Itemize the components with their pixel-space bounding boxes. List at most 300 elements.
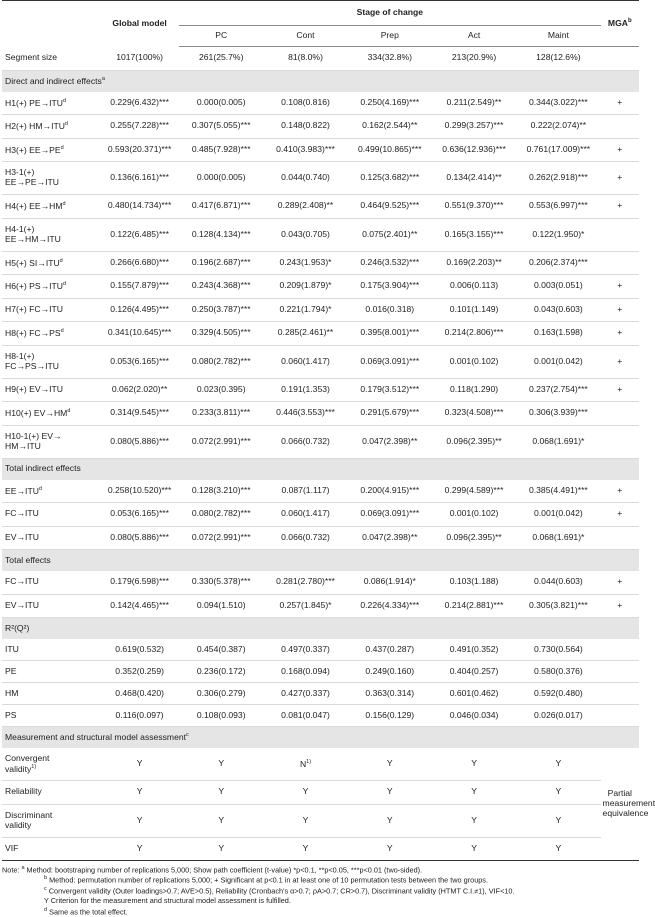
cell-value: Y xyxy=(302,814,309,825)
cell-value: 0.499(10.865)*** xyxy=(358,143,422,154)
table-cell xyxy=(432,571,516,594)
cell-value: Y xyxy=(386,758,393,769)
table-cell xyxy=(348,837,432,861)
cell-value: 0.080(5.886)*** xyxy=(110,435,169,446)
cell-value: 0.214(2.806)*** xyxy=(444,327,504,338)
mga-cell: + xyxy=(601,571,639,594)
cell-value: 0.200(4.915)*** xyxy=(360,484,420,495)
table-cell xyxy=(516,345,600,378)
cell-value: 0.730(0.564) xyxy=(534,643,583,654)
cell-value: 0.122(6.485)*** xyxy=(110,228,169,239)
table-cell xyxy=(179,195,263,219)
row-label-sup: d xyxy=(60,144,64,151)
row-label-text: H3-1(+) EE→PE→ITU xyxy=(5,167,59,187)
table-cell xyxy=(348,345,432,378)
row-label xyxy=(2,138,100,162)
table-cell xyxy=(432,804,516,837)
table-cell xyxy=(263,480,347,503)
table-cell: 81(8.0%) xyxy=(263,47,347,71)
table-cell xyxy=(179,322,263,346)
table-row xyxy=(2,402,639,426)
table-cell xyxy=(263,322,347,346)
cell-value: 0.016(0.318) xyxy=(365,303,415,314)
cell-value: 0.305(3.821)*** xyxy=(528,599,588,610)
cell-value: 0.619(0.532) xyxy=(115,643,164,654)
row-label xyxy=(2,480,100,503)
note-line-b: $^b$ Method: permutation number of replications 5,000; + Significant at p<0.1 in at least one of 10 permutation tests between the two groups. xyxy=(44,875,488,885)
cell-value: 0.175(3.904)*** xyxy=(360,280,420,291)
table-cell xyxy=(516,748,600,781)
section-header xyxy=(2,727,639,749)
table-row xyxy=(2,781,639,805)
table-row xyxy=(2,837,639,861)
row-label-sup: d xyxy=(63,281,67,287)
cell-value: Y xyxy=(555,786,562,797)
table-cell xyxy=(179,251,263,275)
table-cell xyxy=(516,781,600,805)
table-cell xyxy=(348,195,432,219)
table-cell xyxy=(263,218,347,251)
table-cell xyxy=(432,683,516,705)
cell-value: 0.214(2.881)*** xyxy=(444,599,504,610)
cell-value: 0.000(0.005) xyxy=(196,96,246,107)
cell-value: Y xyxy=(386,786,393,797)
mga-cell xyxy=(601,115,639,139)
cell-value: 0.080(2.782)*** xyxy=(191,508,251,519)
mga-cell xyxy=(601,661,639,683)
cell-value: 0.023(0.395) xyxy=(196,383,246,394)
row-label xyxy=(2,322,100,346)
cell-value: Y xyxy=(471,842,477,853)
table-cell xyxy=(516,705,600,727)
cell-value: 0.096(2.395)** xyxy=(446,531,502,542)
cell-value: 0.243(4.368)*** xyxy=(191,280,251,291)
table-cell xyxy=(432,705,516,727)
cell-value: 0.087(1.117) xyxy=(281,484,330,495)
mga-cell xyxy=(601,402,639,426)
table-cell xyxy=(516,162,600,195)
table-cell xyxy=(179,138,263,162)
cell-value: 0.211(2.549)** xyxy=(446,96,502,107)
row-label-text: EE→ITU xyxy=(5,485,39,496)
cell-value: 0.108(0.816) xyxy=(281,96,330,107)
table-cell xyxy=(516,480,600,503)
cell-value: 0.285(2.461)** xyxy=(277,327,334,338)
row-label-text: FC→ITU xyxy=(5,508,39,519)
cell-value: 0.257(1.845)* xyxy=(279,599,332,610)
cell-value: 0.255(7.228)*** xyxy=(110,120,169,131)
mga-cell xyxy=(601,639,639,661)
cell-value: 0.266(6.680)*** xyxy=(110,256,169,267)
table-cell xyxy=(100,275,179,299)
cell-value: Y xyxy=(218,814,225,825)
table-cell xyxy=(100,322,179,346)
table-cell xyxy=(516,218,600,251)
table-cell xyxy=(348,661,432,683)
cell-value: 0.330(5.378)*** xyxy=(191,576,251,587)
table-cell xyxy=(348,571,432,594)
mga-cell xyxy=(601,47,639,71)
cell-value: Y xyxy=(218,786,225,797)
cell-value: Y xyxy=(471,758,477,769)
cell-value: 0.118(1.290) xyxy=(450,383,499,394)
table-row xyxy=(2,251,639,275)
table-row xyxy=(2,378,639,402)
cell-value: Y xyxy=(386,814,393,825)
row-label xyxy=(2,47,100,71)
header-stage-2: Prep xyxy=(348,26,432,47)
table-row xyxy=(2,138,639,162)
table-cell xyxy=(516,138,600,162)
cell-value: 0.053(6.165)*** xyxy=(110,508,169,519)
cell-value: 0.480(14.734)*** xyxy=(107,200,172,211)
cell-value: 0.468(0.420) xyxy=(115,687,164,698)
section-header xyxy=(2,550,639,572)
table-row xyxy=(2,639,639,661)
table-cell xyxy=(179,683,263,705)
table-cell xyxy=(432,195,516,219)
cell-value: 0.068(1.691)* xyxy=(532,435,585,446)
table-row xyxy=(2,480,639,503)
table-cell xyxy=(432,402,516,426)
table-cell xyxy=(100,195,179,219)
row-label xyxy=(2,378,100,402)
row-label-sup: d xyxy=(62,201,66,207)
mga-cell xyxy=(601,526,639,550)
cell-value: 0.404(0.257) xyxy=(449,665,499,676)
row-label-sup: d xyxy=(60,328,64,334)
cell-value: Y xyxy=(386,842,393,853)
table-cell xyxy=(100,345,179,378)
table-cell xyxy=(516,298,600,322)
table-row xyxy=(2,683,639,705)
cell-value: 0.580(0.376) xyxy=(534,665,583,676)
section-title xyxy=(2,618,639,640)
table-cell: 128(12.6%) xyxy=(516,47,600,71)
mga-cell: + xyxy=(601,378,639,402)
table-cell xyxy=(263,402,347,426)
table-cell xyxy=(263,345,347,378)
cell-value: 0.094(1.510) xyxy=(196,599,246,610)
table-cell xyxy=(432,639,516,661)
row-label xyxy=(2,639,100,661)
row-label-text: H6(+) PS→ITU xyxy=(5,280,64,291)
row-label xyxy=(2,781,100,805)
cell-value: 0.086(1.914)* xyxy=(363,576,416,587)
row-label-text: FC→ITU xyxy=(5,576,39,587)
table-cell xyxy=(100,781,179,805)
cell-value: 0.001(0.042) xyxy=(534,355,583,366)
table-cell xyxy=(179,162,263,195)
row-label-text: H3(+) EE→PE xyxy=(5,144,61,155)
table-cell: 334(32.8%) xyxy=(348,47,432,71)
row-label xyxy=(2,571,100,594)
row-label xyxy=(2,115,100,139)
table-cell xyxy=(100,683,179,705)
table-cell xyxy=(263,298,347,322)
cell-value: 0.291(5.679)*** xyxy=(360,407,420,418)
section-title xyxy=(2,727,639,749)
cell-value: 0.101(1.149) xyxy=(449,303,499,314)
section-title-sup: c xyxy=(186,732,189,739)
table-body xyxy=(2,47,655,861)
table-cell xyxy=(348,480,432,503)
table-cell xyxy=(263,661,347,683)
mga-cell: + xyxy=(601,298,639,322)
table-cell xyxy=(100,138,179,162)
row-label xyxy=(2,345,100,378)
cell-value: 0.066(0.732) xyxy=(281,435,330,446)
table-cell xyxy=(263,526,347,550)
cell-value: 0.233(3.811)*** xyxy=(192,407,251,418)
row-label-sup: d xyxy=(64,121,68,127)
cell-value: 0.314(9.545)*** xyxy=(110,407,169,418)
cell-value: N xyxy=(299,758,307,769)
table-cell xyxy=(263,683,347,705)
cell-value: 0.134(2.414)** xyxy=(446,172,502,183)
table-cell xyxy=(348,378,432,402)
cell-value: 0.323(4.508)*** xyxy=(444,407,504,418)
table-cell xyxy=(179,402,263,426)
cell-value: 0.299(4.589)*** xyxy=(444,484,504,495)
table-row xyxy=(2,298,639,322)
mga-cell: + xyxy=(601,162,639,195)
cell-value: 0.262(2.918)*** xyxy=(528,172,588,183)
cell-value: 0.156(0.129) xyxy=(365,709,415,720)
mga-cell: + xyxy=(601,138,639,162)
table-cell xyxy=(348,275,432,299)
cell-value: 0.222(2.074)** xyxy=(530,120,587,131)
table-cell xyxy=(516,322,600,346)
cell-value: 0.306(3.939)*** xyxy=(528,407,588,418)
cell-value: Y xyxy=(218,842,225,853)
mga-cell xyxy=(601,425,639,458)
cell-value: 0.417(6.871)*** xyxy=(191,200,251,211)
row-label xyxy=(2,748,100,781)
cell-value: Y xyxy=(471,786,477,797)
mga-cell: + xyxy=(601,195,639,219)
table-row xyxy=(2,425,639,458)
table-row xyxy=(2,705,639,727)
row-label xyxy=(2,837,100,861)
table-cell xyxy=(432,322,516,346)
table-cell xyxy=(348,298,432,322)
cell-value: 0.491(0.352) xyxy=(449,643,499,654)
row-label-text: Convergent validity xyxy=(5,752,50,774)
cell-value: 0.196(2.687)*** xyxy=(191,256,251,267)
mga-cell: + xyxy=(601,503,639,527)
table-cell xyxy=(348,781,432,805)
table-cell xyxy=(179,298,263,322)
cell-value: 0.026(0.017) xyxy=(534,709,583,720)
table-cell xyxy=(516,837,600,861)
cell-value: 0.136(6.161)*** xyxy=(110,172,169,183)
table-cell xyxy=(348,218,432,251)
row-label xyxy=(2,804,100,837)
row-label-text: Segment size xyxy=(5,52,58,63)
cell-value: 0.551(9.370)*** xyxy=(444,200,504,211)
table-cell xyxy=(263,115,347,139)
table-row xyxy=(2,345,639,378)
table-row xyxy=(2,275,639,299)
segment-size-row xyxy=(2,47,639,71)
cell-value: 0.043(0.603) xyxy=(534,303,583,314)
row-label xyxy=(2,705,100,727)
table-cell xyxy=(432,661,516,683)
cell-value: 0.427(0.337) xyxy=(281,687,330,698)
cell-value: 0.075(2.401)** xyxy=(362,228,418,239)
row-label-text: H5(+) SI→ITU xyxy=(5,257,60,268)
cell-value: 0.126(4.495)*** xyxy=(110,303,169,314)
table-cell xyxy=(263,425,347,458)
note-line-c: $^c$ Convergent validity (Outer loadings>0.7; AVE>0.5), Reliability (Cronbach's α>0.7; ρA>0.7; CR>0.7), Discriminant validity (HTMT C.I.≠1), VIF<10. xyxy=(44,885,515,896)
cell-value: 0.128(4.134)*** xyxy=(191,228,251,239)
table-cell xyxy=(179,571,263,594)
table-cell xyxy=(348,748,432,781)
table-cell xyxy=(516,425,600,458)
section-title-text: R²(Q²) xyxy=(5,622,30,633)
section-title-text: Measurement and structural model assessment xyxy=(5,732,187,743)
cell-value: 0.165(3.155)*** xyxy=(444,228,504,239)
cell-value: 0.485(7.928)*** xyxy=(191,143,251,154)
cell-value: Y xyxy=(136,786,143,797)
cell-value: 0.410(3.983)*** xyxy=(276,143,335,154)
cell-value: Y xyxy=(555,814,562,825)
table-cell xyxy=(100,115,179,139)
table-cell xyxy=(263,378,347,402)
section-title-sup: a xyxy=(101,75,105,82)
table-cell xyxy=(179,661,263,683)
table-cell xyxy=(179,705,263,727)
cell-value: 0.081(0.047) xyxy=(281,709,330,720)
cell-value: 0.001(0.102) xyxy=(449,355,499,366)
table-cell xyxy=(516,251,600,275)
table-cell: 261(25.7%) xyxy=(179,47,263,71)
row-label-text: Reliability xyxy=(5,786,42,797)
cell-value: 0.044(0.603) xyxy=(534,576,583,587)
cell-value: 0.761(17.009)*** xyxy=(526,143,591,154)
cell-value: 0.068(1.691)* xyxy=(532,531,585,542)
cell-value: Y xyxy=(555,842,562,853)
cell-value: 0.103(1.188) xyxy=(449,576,499,587)
table-cell xyxy=(179,378,263,402)
table-cell xyxy=(348,115,432,139)
cell-value: 0.096(2.395)** xyxy=(446,435,502,446)
table-cell xyxy=(179,781,263,805)
table-cell xyxy=(179,837,263,861)
header-stage-1: Cont xyxy=(263,26,347,47)
cell-value: 0.249(0.160) xyxy=(365,665,415,676)
cell-value: 0.053(6.165)*** xyxy=(110,355,169,366)
results-table xyxy=(2,0,655,861)
table-cell: 213(20.9%) xyxy=(432,47,516,71)
cell-value: 0.006(0.113) xyxy=(450,280,499,291)
cell-value: 0.209(1.879)* xyxy=(279,280,332,291)
table-row xyxy=(2,322,639,346)
cell-value: 0.306(0.279) xyxy=(196,687,246,698)
cell-value: Y xyxy=(218,758,225,769)
table-cell xyxy=(348,804,432,837)
cell-value: 0.206(2.374)*** xyxy=(528,256,588,267)
table-cell xyxy=(179,115,263,139)
row-label-text: H10-1(+) EV→ HM→ITU xyxy=(5,430,62,451)
table-cell xyxy=(100,748,179,781)
table-row xyxy=(2,195,639,219)
mga-cell: + xyxy=(601,345,639,378)
table-cell xyxy=(348,526,432,550)
cell-value: 0.128(3.210)*** xyxy=(191,484,251,495)
row-label-sup: d xyxy=(38,485,42,492)
table-cell xyxy=(516,275,600,299)
cell-value: 0.155(7.879)*** xyxy=(110,280,169,291)
cell-value: 0.243(1.953)* xyxy=(279,256,332,267)
table-cell xyxy=(432,92,516,115)
cell-sup: 1) xyxy=(306,758,312,765)
table-cell xyxy=(516,683,600,705)
row-label xyxy=(2,218,100,251)
cell-value: Y xyxy=(302,786,309,797)
table-cell xyxy=(263,837,347,861)
table-cell xyxy=(348,251,432,275)
table-cell xyxy=(432,275,516,299)
cell-value: 0.593(20.371)*** xyxy=(107,143,172,154)
section-title-text: Total effects xyxy=(5,554,51,565)
header-stage-4: Maint xyxy=(516,26,600,47)
table-cell xyxy=(516,503,600,527)
mga-cell: + xyxy=(601,92,639,115)
cell-value: 0.043(0.705) xyxy=(281,228,330,239)
table-cell xyxy=(100,251,179,275)
cell-value: 0.060(1.417) xyxy=(281,508,330,519)
header-stage-3: Act xyxy=(432,26,516,47)
table-cell xyxy=(432,218,516,251)
table-cell xyxy=(348,425,432,458)
mga-equivalence: Partial measurement equivalence xyxy=(601,748,639,861)
row-label xyxy=(2,503,100,527)
cell-value: 0.344(3.022)*** xyxy=(528,96,588,107)
note-line-a: Note: $^a$ Method: bootstraping number of replications 5,000; Show path coefficient (t-value) *p<0.1, **p<0.05, ***p<0.01 (two-sided). xyxy=(2,865,423,875)
table-cell xyxy=(263,571,347,594)
table-row xyxy=(2,804,639,837)
table-cell xyxy=(348,138,432,162)
row-label-text: H2(+) HM→ITU xyxy=(5,120,65,131)
cell-value: 0.352(0.259) xyxy=(115,665,164,676)
table-row xyxy=(2,503,639,527)
table-cell xyxy=(348,705,432,727)
table-cell xyxy=(432,781,516,805)
cell-value: 0.289(2.408)** xyxy=(277,200,334,211)
cell-value: 0.236(0.172) xyxy=(196,665,246,676)
row-label-text: H1(+) PE→ITU xyxy=(5,97,64,108)
header-mga: MGA$^b$ xyxy=(601,1,639,47)
table-cell xyxy=(179,639,263,661)
cell-value: 0.250(4.169)*** xyxy=(360,96,420,107)
table-cell xyxy=(432,162,516,195)
row-label-text: H4-1(+) EE→HM→ITU xyxy=(5,223,61,244)
cell-value: 0.179(6.598)*** xyxy=(110,576,169,587)
cell-value: 0.108(0.093) xyxy=(196,709,246,720)
mga-cell: + xyxy=(601,322,639,346)
table-cell xyxy=(263,639,347,661)
table-cell xyxy=(179,748,263,781)
table-cell xyxy=(516,639,600,661)
table-cell xyxy=(100,639,179,661)
header-stage-0: PC xyxy=(179,26,263,47)
table-cell xyxy=(432,594,516,618)
row-label-text: PS xyxy=(5,709,17,720)
section-header xyxy=(2,458,639,480)
cell-value: 0.044(0.740) xyxy=(281,172,330,183)
